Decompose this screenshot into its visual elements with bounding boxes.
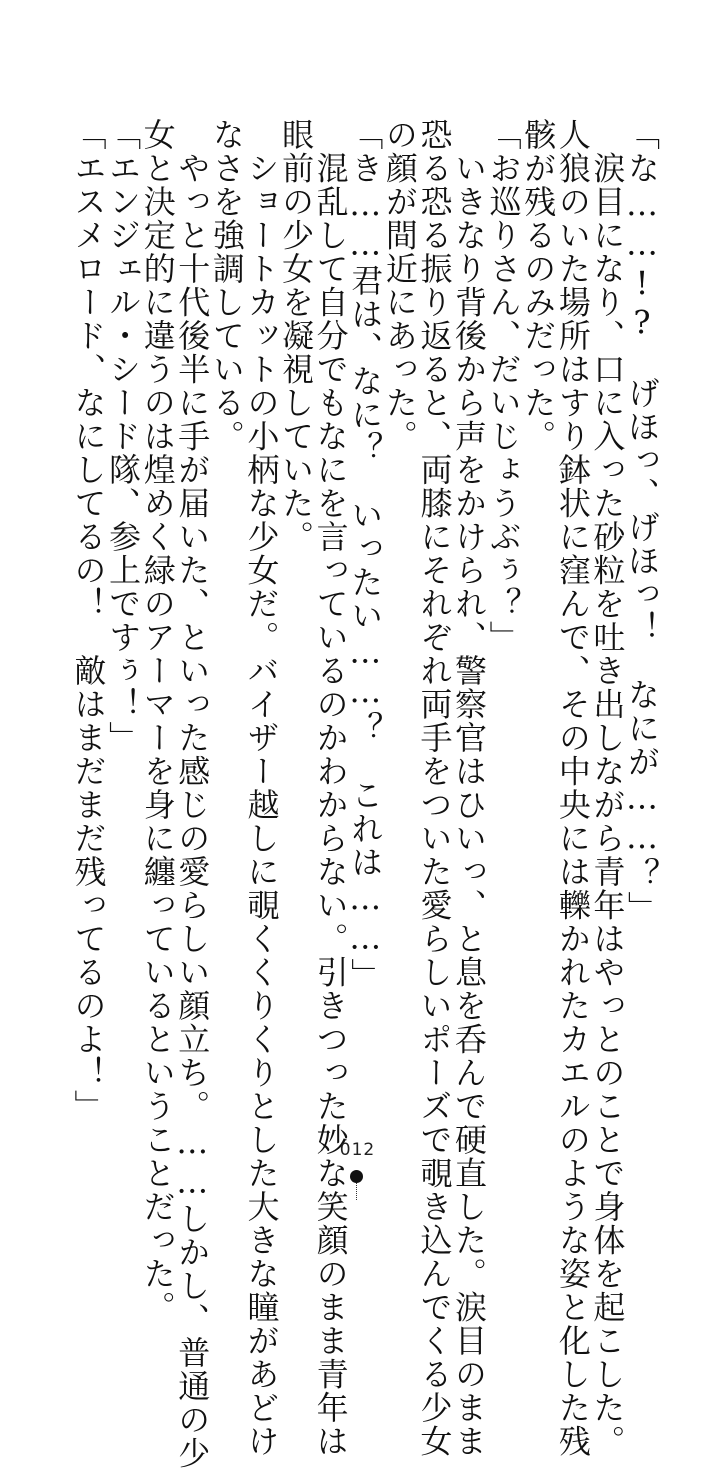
text-line: いきなり背後から声をかけられ、警察官はひいっ、と息を呑んで硬直した。涙目のまま xyxy=(450,118,489,1458)
text-line: 涙目になり、口に入った砂粒を吐き出しながら青年はやっとのことで身体を起こした。 xyxy=(588,118,627,1458)
ornament-dot xyxy=(350,1170,363,1183)
text-line: 眼前の少女を凝視していた。 xyxy=(277,118,316,554)
page-ornament-icon xyxy=(350,1170,364,1200)
text-line: 混乱して自分でもなにを言っているのかわからない。引きつった妙な笑顔のまま青年は xyxy=(311,118,350,1458)
text-line: の顔が間近にあった。 xyxy=(380,118,419,453)
text-line: やっと十代後半に手が届いた、といった感じの愛らしい顔立ち。……しかし、普通の少 xyxy=(173,118,212,1470)
text-line: 「お巡りさん、だいじょうぶぅ？」 xyxy=(484,118,523,654)
text-line: 「エスメロード、なにしてるの！ 敵はまだまだ残ってるのよ！」 xyxy=(69,118,108,1123)
text-line: 「エンジェル・シード隊、参上ですぅ！」 xyxy=(104,118,143,755)
text-line: 女と決定的に違うのは煌めく緑のアーマーを身に纏っているということだった。 xyxy=(138,118,177,1324)
text-line: なさを強調している。 xyxy=(207,118,246,453)
text-line: 恐る恐る振り返ると、両膝にそれぞれ両手をついた愛らしいポーズで覗き込んでくる少女 xyxy=(415,118,454,1458)
ornament-stem xyxy=(356,1183,357,1200)
text-line: 「き……君は、なに？ いったい……？ これは……」 xyxy=(346,118,385,992)
text-line: ショートカットの小柄な少女だ。バイザー越しに覗くくりくりとした大きな瞳があどけ xyxy=(242,118,281,1458)
text-line: 骸が残るのみだった。 xyxy=(519,118,558,453)
page-number: 012 xyxy=(339,1140,376,1160)
text-line: 「な……!? げほっ、げほっ！ なにが……？」 xyxy=(623,118,661,925)
text-line: 人狼のいた場所はすり鉢状に窪んで、その中央には轢かれたカエルのような姿と化した残 xyxy=(553,118,592,1458)
